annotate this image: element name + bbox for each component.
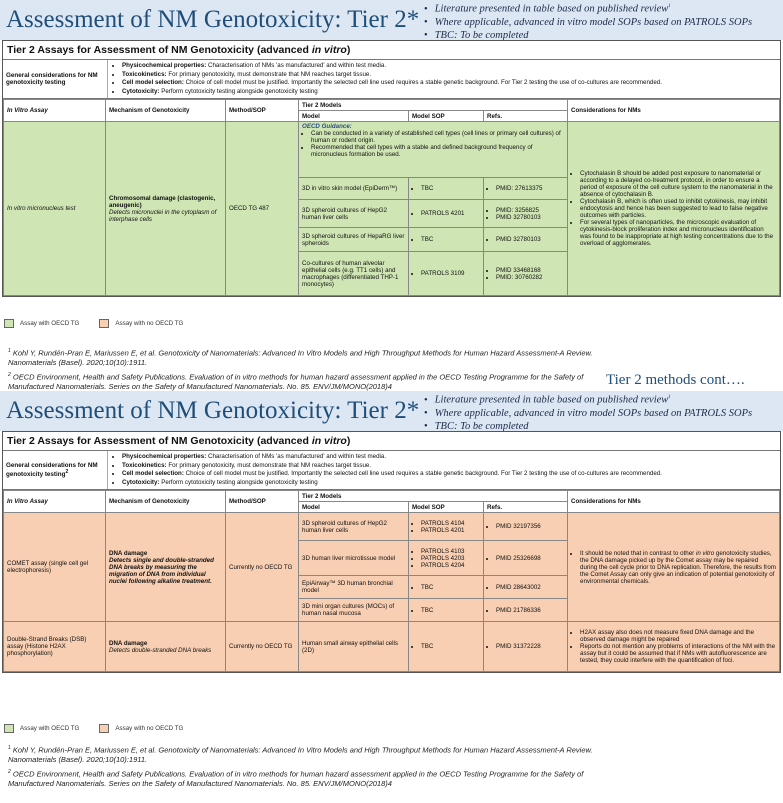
model-refs — [484, 178, 568, 200]
guidance-item: • Recommended that cell types with a stable and defined background frequency of micronucleus formation be used. — [311, 144, 564, 158]
legend-orange-label: Assay with no OECD TG — [115, 320, 184, 327]
slide-tier2-part1 — [0, 0, 783, 392]
model-refs — [484, 541, 568, 576]
guidance-title: OECD Guidance: — [302, 123, 352, 131]
consideration-item: • For several types of nanoparticles, the microscopic evaluation of cytokinesis-block proliferation index and micronucleus identification was found to be inappropriate at high testing concentrations due to the overload of agglomerates. — [580, 219, 776, 247]
guidance-item: • Can be conducted in a variety of established cell types (cell lines or primary cell cultures) of human or rodent origin. — [311, 130, 564, 144]
considerations-list — [571, 629, 776, 664]
slide-title: Assessment of NM Genotoxicity: Tier 2* — [6, 6, 420, 33]
footnote-text: OECD Environment, Health and Safety Publications. Evaluation of in vitro methods for human hazard assessment applied in the OECD Testing Programme for the Safety of Manufactured Nanomaterials. Series on the Safety of Manufactured Nanomaterials. No. 85. ENV/JM/MONO(2018)4 — [8, 372, 584, 392]
model-name: 3D spheroid cultures of HepG2 human liver cells — [299, 513, 409, 541]
considerations-list — [571, 550, 776, 585]
header-model: Model — [299, 502, 409, 513]
tier2-assay-table — [3, 490, 780, 672]
general-label — [3, 451, 108, 489]
ref-item: • PMID 28643002 — [496, 584, 564, 591]
model-row — [4, 513, 780, 541]
method-sop: Currently no OECD TG — [226, 513, 299, 622]
section-title-prefix: Tier 2 Assays for Assessment of NM Genotoxicity (advanced — [7, 44, 312, 56]
legend-orange-label: Assay with no OECD TG — [115, 725, 184, 732]
mechanism-title: DNA damage — [109, 639, 148, 647]
header-tier2-models: Tier 2 Models — [299, 491, 568, 502]
mechanism-cell — [106, 122, 226, 296]
footnote — [8, 744, 608, 765]
legend-swatch-green — [4, 319, 14, 328]
header-assay: In Vitro Assay — [4, 491, 106, 513]
general-list — [108, 60, 780, 98]
note-item — [424, 0, 752, 16]
model-name: 3D spheroid cultures of HepaRG liver spheroids — [299, 228, 409, 252]
model-refs — [484, 622, 568, 672]
model-name: 3D mini organ cultures (MOCs) of human nasal mucosa — [299, 599, 409, 622]
note-item: • TBC: To be completed — [424, 420, 752, 433]
header-refs: Refs. — [484, 111, 568, 122]
general-term: Cytotoxicity: — [122, 478, 160, 486]
header-method: Method/SOP — [226, 100, 299, 122]
sop-item: • PATROLS 4103 — [421, 548, 480, 555]
title-bar — [0, 0, 783, 40]
assay-name: In vitro micronucleus test — [4, 122, 106, 296]
consideration-text: genotoxicity studies, the DNA damage picked up by the Comet assay may be repaired during the cell cycle prior to DNA replication. Therefore, the results from the Comet Assay can only give an indication of potential genotoxicity of environmental chemicals. — [580, 549, 776, 585]
general-item — [122, 88, 776, 97]
model-name: 3D human liver microtissue model — [299, 541, 409, 576]
legend-swatch-green — [4, 724, 14, 733]
guidance-list — [302, 130, 564, 158]
slide-title: Assessment of NM Genotoxicity: Tier 2* — [6, 397, 420, 424]
notes-list — [424, 0, 752, 42]
sop-item: • TBC — [421, 584, 480, 591]
general-item — [122, 479, 776, 488]
sop-item: • PATROLS 4204 — [421, 562, 480, 569]
header-mechanism: Mechanism of Genotoxicity — [106, 491, 226, 513]
model-refs — [484, 228, 568, 252]
note-sup: 1 — [668, 4, 671, 9]
model-name: Human small airway epithelial cells (2D) — [299, 622, 409, 672]
model-sop — [409, 200, 484, 228]
general-label-text: General considerations for NM genotoxicity testing — [6, 462, 98, 479]
sop-item: • PATROLS 4203 — [421, 555, 480, 562]
considerations-list — [571, 170, 776, 247]
section-title — [3, 432, 780, 451]
consideration-item — [580, 550, 776, 585]
model-refs — [484, 513, 568, 541]
ref-item: • PMID 31372228 — [496, 643, 564, 650]
consideration-item: • H2AX assay also does not measure fixed DNA damage and the observed damage might be repaired — [580, 629, 776, 643]
model-refs — [484, 599, 568, 622]
mechanism-desc: Detects double-stranded DNA breaks — [109, 646, 212, 654]
consideration-item: • Cytochalasin B should be added post exposure to nanomaterial or according to a delayed co-treatment protocol, in order to ensure a period of exposure of the cell culture system to the nanomaterial in the absence of cytochalasin B. — [580, 170, 776, 198]
footnote-sup: 2 — [8, 372, 11, 379]
general-term: Cell model selection: — [122, 470, 184, 478]
model-sop — [409, 178, 484, 200]
method-sop: OECD TG 487 — [226, 122, 299, 296]
mechanism-title: Chromosomal damage (clastogenic, aneugenic) — [109, 194, 216, 209]
consideration-text: It should be noted that in contrast to other — [580, 549, 696, 557]
footnote-sup: 1 — [8, 745, 11, 751]
footnote — [8, 768, 608, 789]
method-sop: Currently no OECD TG — [226, 622, 299, 672]
note-sup: 1 — [668, 395, 671, 400]
ref-item: • PMID 32780103 — [496, 236, 564, 243]
general-label: General considerations for NM genotoxicity testing — [3, 60, 108, 98]
sop-item: • PATROLS 3109 — [421, 270, 480, 277]
considerations-cell — [568, 513, 780, 622]
legend — [4, 724, 183, 733]
note-item: • Where applicable, advanced in vitro model SOPs based on PATROLS SOPs — [424, 16, 752, 29]
general-item — [122, 470, 776, 479]
mechanism-desc: Detects micronuclei in the cytoplasm of interphase cells — [109, 208, 217, 223]
model-sop — [409, 513, 484, 541]
general-item — [122, 71, 776, 80]
model-sop — [409, 599, 484, 622]
model-name: EpiAirway™ 3D human bronchial model — [299, 576, 409, 599]
footnote — [8, 347, 608, 368]
sop-item: • PATROLS 4104 — [421, 520, 480, 527]
consideration-italic: in vitro — [695, 549, 715, 557]
section-title-suffix: ) — [346, 435, 351, 447]
header-method: Method/SOP — [226, 491, 299, 513]
header-considerations: Considerations for NMs — [568, 100, 780, 122]
model-refs — [484, 576, 568, 599]
mechanism-title: DNA damage — [109, 549, 148, 557]
general-text: Choice of cell model must be justified. Importantly the selected cell line used requires a stable genetic background. For Tier 2 testing the use of co-cultures are recommended. — [183, 470, 662, 478]
ref-item: • PMID: 3256825 — [496, 207, 564, 214]
sop-item: • TBC — [421, 185, 480, 192]
ref-item: • PMID 25326698 — [496, 555, 564, 562]
footnote-sup: 2 — [8, 769, 11, 776]
legend-green-label: Assay with OECD TG — [20, 725, 80, 732]
consideration-item: • Reports do not mention any problems of interactions of the NM with the assay but it could be assumed that if NMs with autofluorescence are tested, they could interfere with the quantification of foci. — [580, 643, 776, 664]
considerations-cell — [568, 622, 780, 672]
mechanism-desc: Detects single and double-stranded DNA breaks by measuring the migration of DNA from individual nuclei following alkaline treatment. — [109, 556, 214, 585]
ref-item: • PMID 32197356 — [496, 523, 564, 530]
note-item: • Where applicable, advanced in vitro model SOPs based on PATROLS SOPs — [424, 407, 752, 420]
tier2-assay-table — [3, 99, 780, 296]
general-text: For primary genotoxicity, must demonstrate that NM reaches target tissue. — [166, 70, 372, 78]
mechanism-cell — [106, 513, 226, 622]
model-sop — [409, 228, 484, 252]
sop-item: • PATROLS 4201 — [421, 527, 480, 534]
general-sup: 2 — [65, 469, 69, 476]
legend — [4, 319, 183, 328]
ref-item: • PMID 21786336 — [496, 607, 564, 614]
general-text: For primary genotoxicity, must demonstrate that NM reaches target tissue. — [166, 461, 372, 469]
general-item — [122, 79, 776, 88]
general-text: Choice of cell model must be justified. Importantly the selected cell line used requires a stable genetic background. For Tier 2 testing the use of co-cultures are recommended. — [183, 79, 662, 87]
slide-tier2-part2 — [0, 391, 783, 803]
note-item — [424, 391, 752, 407]
general-considerations — [3, 60, 780, 99]
general-term: Physicochemical properties: — [122, 62, 207, 69]
consideration-item: • Cytochalasin B, which is often used to inhibit cytokinesis, may inhibit endocytosis and hence has been suggested to lead to false negative outcomes with particles. — [580, 198, 776, 219]
footnote-text: OECD Environment, Health and Safety Publications. Evaluation of in vitro methods for human hazard assessment applied in the OECD Testing Programme for the Safety of Manufactured Nanomaterials. Series on the Safety of Manufactured Nanomaterials. No. 85. ENV/JM/MONO(2018)4 — [8, 769, 584, 789]
model-refs — [484, 200, 568, 228]
section-title-italic: in vitro — [311, 44, 347, 56]
mechanism-cell — [106, 622, 226, 672]
section-title-suffix: ) — [346, 44, 351, 56]
footnote — [8, 371, 608, 392]
ref-item: • PMID 33468168 — [496, 267, 564, 274]
footnote-text: Kohl Y, Rundén-Pran E, Mariussen E, et al. Genotoxicity of Nanomaterials: Advanced In Vitro Models and High Throughput Methods for Human Hazard Assessment-A Review. Nanomaterials (Basel). 2020;10(10):1911. — [8, 348, 593, 368]
note-item: • TBC: To be completed — [424, 29, 752, 42]
ref-item: • PMID 32780103 — [496, 214, 564, 221]
model-sop — [409, 252, 484, 296]
considerations-cell — [568, 122, 780, 296]
assay-name: Double-Strand Breaks (DSB) assay (Histone H2AX phosphorylation) — [4, 622, 106, 672]
general-text: Perform cytotoxicity testing alongside genotoxicity testing — [159, 478, 318, 486]
section-title — [3, 41, 780, 60]
general-term: Toxicokinetics: — [122, 461, 167, 469]
model-sop — [409, 622, 484, 672]
general-term: Cell model selection: — [122, 79, 184, 87]
assay-table-box — [2, 40, 781, 297]
general-item — [122, 462, 776, 471]
header-tier2-models: Tier 2 Models — [299, 100, 568, 111]
model-name: Co-cultures of human alveolar epithelial cells (e.g. TT1 cells) and macrophages (differentiated THP-1 monocytes) — [299, 252, 409, 296]
general-text: Characterisation of NMs 'as manufactured' and within test media. — [206, 453, 387, 460]
general-item — [122, 62, 776, 71]
section-title-prefix: Tier 2 Assays for Assessment of NM Genotoxicity (advanced — [7, 435, 312, 447]
footnote-text: Kohl Y, Rundén-Pran E, Mariussen E, et al. Genotoxicity of Nanomaterials: Advanced In Vitro Models and High Throughput Methods for Human Hazard Assessment-A Review. Nanomaterials (Basel). 2020;10(10):1911. — [8, 745, 593, 765]
header-assay: In Vitro Assay — [4, 100, 106, 122]
footnote-sup: 1 — [8, 348, 11, 354]
legend-swatch-orange — [99, 319, 109, 328]
general-text: Perform cytotoxicity testing alongside genotoxicity testing — [159, 87, 318, 95]
sop-item: • PATROLS 4201 — [421, 210, 480, 217]
section-title-italic: in vitro — [311, 435, 347, 447]
notes-list — [424, 391, 752, 433]
footnotes — [8, 347, 608, 395]
general-term: Toxicokinetics: — [122, 70, 167, 78]
title-bar — [0, 391, 783, 431]
header-considerations: Considerations for NMs — [568, 491, 780, 513]
header-model: Model — [299, 111, 409, 122]
model-sop — [409, 541, 484, 576]
model-name: 3D spheroid cultures of HepG2 human liver cells — [299, 200, 409, 228]
model-sop — [409, 576, 484, 599]
oecd-guidance — [299, 122, 568, 178]
header-mechanism: Mechanism of Genotoxicity — [106, 100, 226, 122]
general-considerations — [3, 451, 780, 490]
general-term: Cytotoxicity: — [122, 87, 160, 95]
general-text: Characterisation of NMs 'as manufactured' and within test media. — [206, 62, 387, 69]
sop-item: • TBC — [421, 643, 480, 650]
footnotes — [8, 744, 608, 792]
header-refs: Refs. — [484, 502, 568, 513]
note-text: Literature presented in table based on published review — [434, 3, 669, 15]
assay-name: COMET assay (single cell gel electrophoresis) — [4, 513, 106, 622]
model-name: 3D in vitro skin model (EpiDerm™) — [299, 178, 409, 200]
general-item — [122, 453, 776, 462]
assay-table-box — [2, 431, 781, 673]
general-term: Physicochemical properties: — [122, 453, 207, 460]
sop-item: • TBC — [421, 607, 480, 614]
ref-item: • PMID: 27613375 — [496, 185, 564, 192]
legend-swatch-orange — [99, 724, 109, 733]
ref-item: • PMID: 30760282 — [496, 274, 564, 281]
continued-label: Tier 2 methods cont…. — [606, 372, 745, 388]
header-model-sop: Model SOP — [409, 111, 484, 122]
header-model-sop: Model SOP — [409, 502, 484, 513]
model-row — [4, 622, 780, 672]
general-list — [108, 451, 780, 489]
note-text: Literature presented in table based on published review — [434, 394, 669, 406]
model-refs — [484, 252, 568, 296]
sop-item: • TBC — [421, 236, 480, 243]
legend-green-label: Assay with OECD TG — [20, 320, 80, 327]
